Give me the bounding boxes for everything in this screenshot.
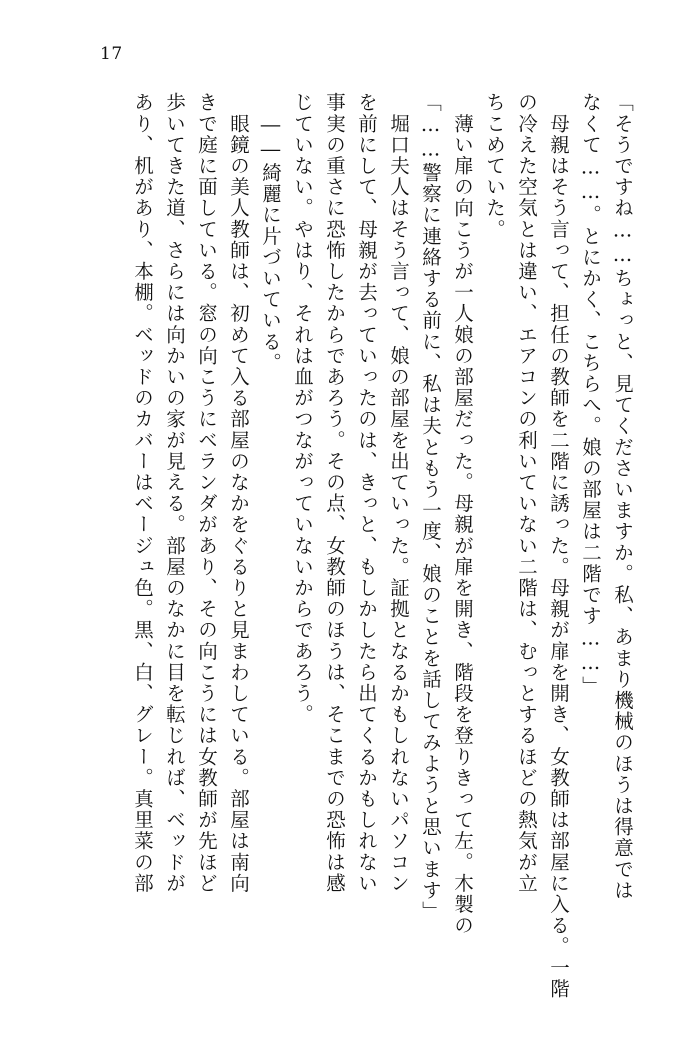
text-line: 「そうですね……ちょっと、見てくださいますか。私、あまり機械のほうは得意では (611, 92, 634, 901)
vertical-text-body (56, 92, 634, 1000)
text-line: 眼鏡の美人教師は、初めて入る部屋のなかをぐるりと見まわしている。部屋は南向 (227, 92, 250, 894)
text-line: ――綺麗に片づいている。 (259, 92, 282, 374)
text-line: なくて……。とにかく、こちらへ。娘の部屋は二階です……」 (579, 92, 602, 697)
text-line: 「……警察に連絡する前に、私は夫ともう一度、娘のことを話してみようと思います」 (419, 92, 442, 922)
page-number: 17 (100, 44, 123, 64)
text-line: を前にして、母親が去っていったのは、きっと、もしかしたら出てくるかもしれない (355, 92, 378, 894)
text-line: 歩いてきた道、さらには向かいの家が見える。部屋のなかに目を転じれば、ベッドが (163, 92, 186, 894)
text-line: あり、机があり、本棚。ベッドのカバーはベージュ色。黒、白、グレー。真里菜の部 (131, 92, 154, 894)
text-line: 事実の重さに恐怖したからであろう。その点、女教師のほうは、そこまでの恐怖は感 (323, 92, 346, 894)
text-line: 堀口夫人はそう言って、娘の部屋を出ていった。証拠となるかもしれないパソコン (387, 92, 410, 894)
text-line: きで庭に面している。窓の向こうにベランダがあり、その向こうには女教師が先ほど (195, 92, 218, 894)
text-line: 母親はそう言って、担任の教師を二階に誘った。母親が扉を開き、女教師は部屋に入る。一階 (547, 92, 570, 1000)
text-line: じていない。やはり、それは血がつながっていないからであろう。 (291, 92, 314, 725)
text-line: 薄い扉の向こうが一人娘の部屋だった。母親が扉を開き、階段を登りきって左。木製の (451, 92, 474, 936)
text-line: ちこめていた。 (483, 92, 506, 240)
text-line: の冷えた空気とは違い、エアコンの利いていない二階は、むっとするほどの熱気が立 (515, 92, 538, 894)
